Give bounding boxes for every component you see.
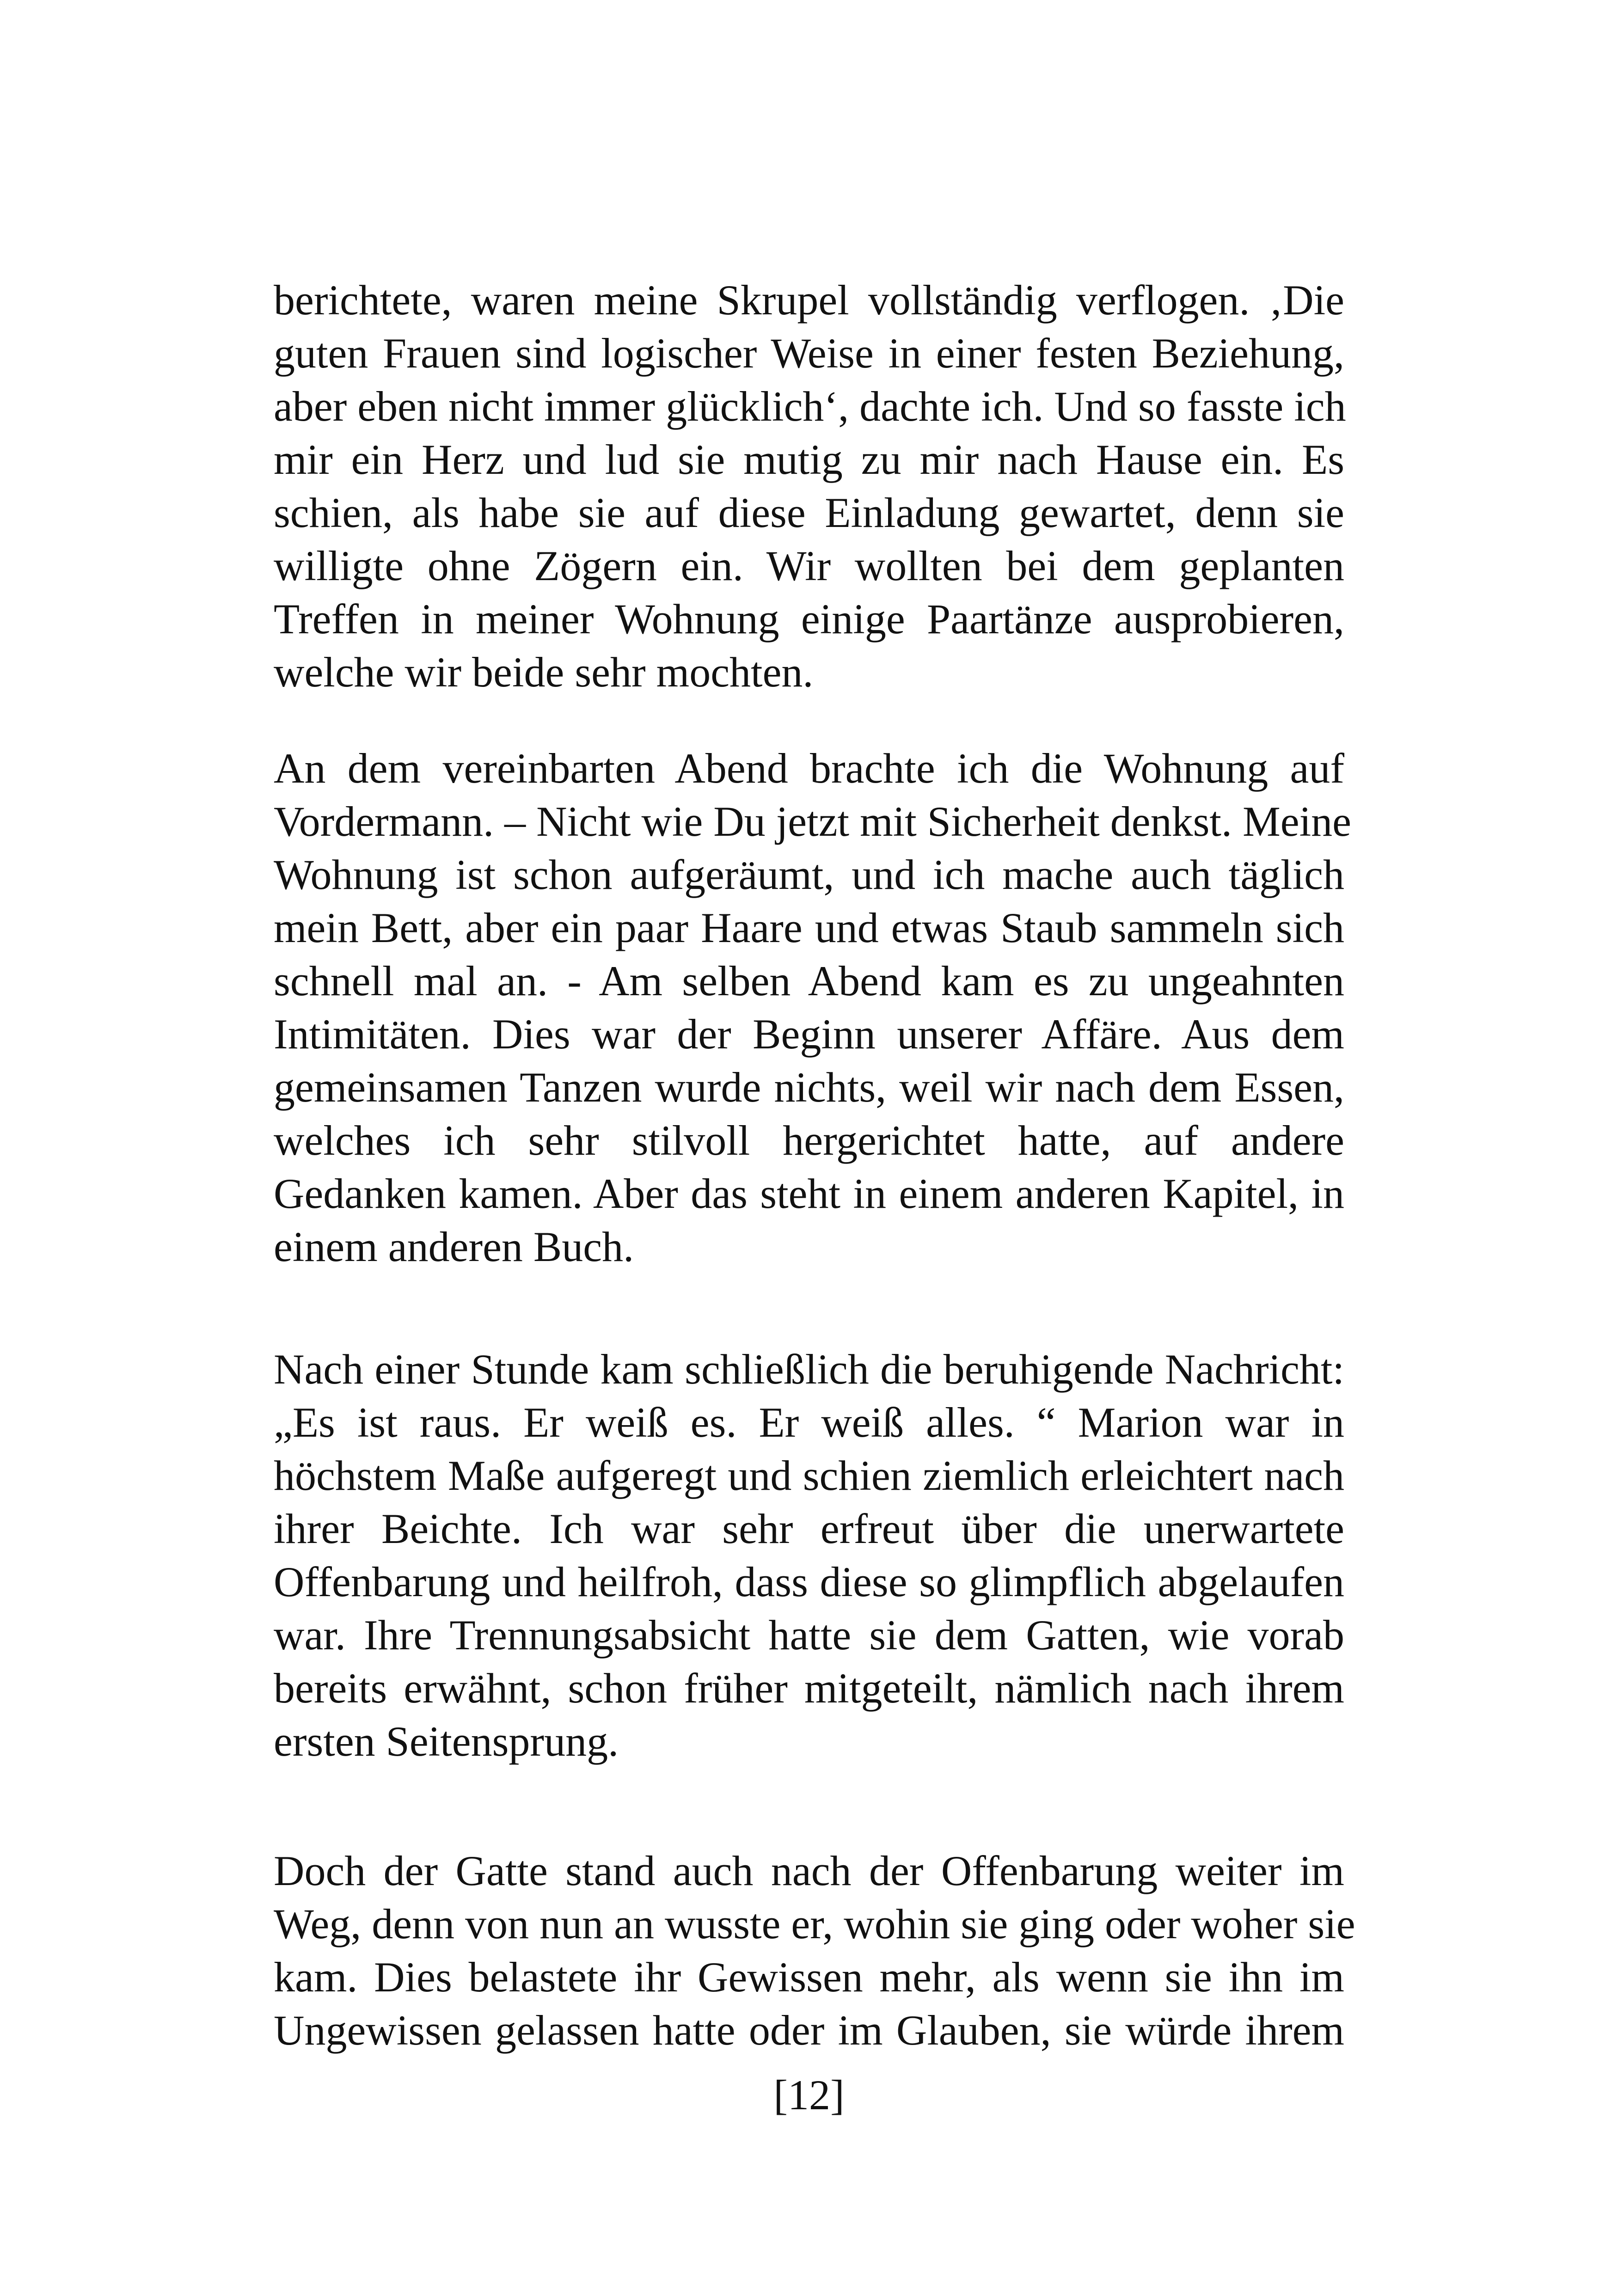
- text-line: berichtete, waren meine Skrupel vollständig verflogen. ‚Die: [274, 276, 1344, 324]
- text-line: schnell mal an. - Am selben Abend kam es zu ungeahnten: [274, 957, 1344, 1004]
- paragraph: [274, 742, 1351, 1274]
- page-number: [12]: [773, 2071, 845, 2118]
- text-line: schien, als habe sie auf diese Einladung gewartet, denn sie: [274, 489, 1344, 536]
- paragraph: [274, 1844, 1355, 2057]
- paragraph: [274, 274, 1344, 699]
- text-line: Gedanken kamen. Aber das steht in einem anderen Kapitel, in: [274, 1170, 1344, 1217]
- text-line: mir ein Herz und lud sie mutig zu mir nach Hause ein. Es: [274, 436, 1344, 483]
- text-line: welche wir beide sehr mochten.: [274, 649, 814, 696]
- text-line: Intimitäten. Dies war der Beginn unserer Affäre. Aus dem: [274, 1010, 1344, 1058]
- text-line: höchstem Maße aufgeregt und schien ziemlich erleichtert nach: [274, 1452, 1344, 1499]
- text-line: Ungewissen gelassen hatte oder im Glauben, sie würde ihrem: [274, 2007, 1344, 2054]
- text-line: welches ich sehr stilvoll hergerichtet hatte, auf andere: [274, 1117, 1344, 1164]
- text-line: kam. Dies belastete ihr Gewissen mehr, als wenn sie ihn im: [274, 1953, 1344, 2001]
- text-line: Doch der Gatte stand auch nach der Offenbarung weiter im: [274, 1847, 1344, 1894]
- text-line: mein Bett, aber ein paar Haare und etwas Staub sammeln sich: [274, 904, 1344, 951]
- text-line: „Es ist raus. Er weiß es. Er weiß alles. “ Marion war in: [274, 1399, 1344, 1446]
- text-line: An dem vereinbarten Abend brachte ich die Wohnung auf: [274, 745, 1344, 792]
- text-line: Weg, denn von nun an wusste er, wohin sie ging oder woher sie: [274, 1900, 1355, 1947]
- text-line: Treffen in meiner Wohnung einige Paartänze ausprobieren,: [274, 595, 1344, 643]
- text-line: aber eben nicht immer glücklich‘, dachte ich. Und so fasste ich: [274, 383, 1346, 430]
- text-line: ersten Seitensprung.: [274, 1718, 619, 1765]
- text-line: ihrer Beichte. Ich war sehr erfreut über die unerwartete: [274, 1505, 1344, 1552]
- text-line: gemeinsamen Tanzen wurde nichts, weil wir nach dem Essen,: [274, 1064, 1344, 1111]
- text-line: willigte ohne Zögern ein. Wir wollten bei dem geplanten: [274, 542, 1344, 589]
- text-line: Vordermann. – Nicht wie Du jetzt mit Sicherheit denkst. Meine: [274, 798, 1351, 845]
- text-line: bereits erwähnt, schon früher mitgeteilt, nämlich nach ihrem: [274, 1665, 1344, 1712]
- text-line: Offenbarung und heilfroh, dass diese so glimpflich abgelaufen: [274, 1558, 1344, 1605]
- text-line: einem anderen Buch.: [274, 1223, 634, 1270]
- text-line: guten Frauen sind logischer Weise in einer festen Beziehung,: [274, 330, 1344, 377]
- text-line: Nach einer Stunde kam schließlich die beruhigende Nachricht:: [274, 1346, 1344, 1393]
- paragraph: [274, 1343, 1344, 1768]
- text-line: war. Ihre Trennungsabsicht hatte sie dem Gatten, wie vorab: [274, 1611, 1344, 1659]
- text-line: Wohnung ist schon aufgeräumt, und ich mache auch täglich: [274, 851, 1344, 898]
